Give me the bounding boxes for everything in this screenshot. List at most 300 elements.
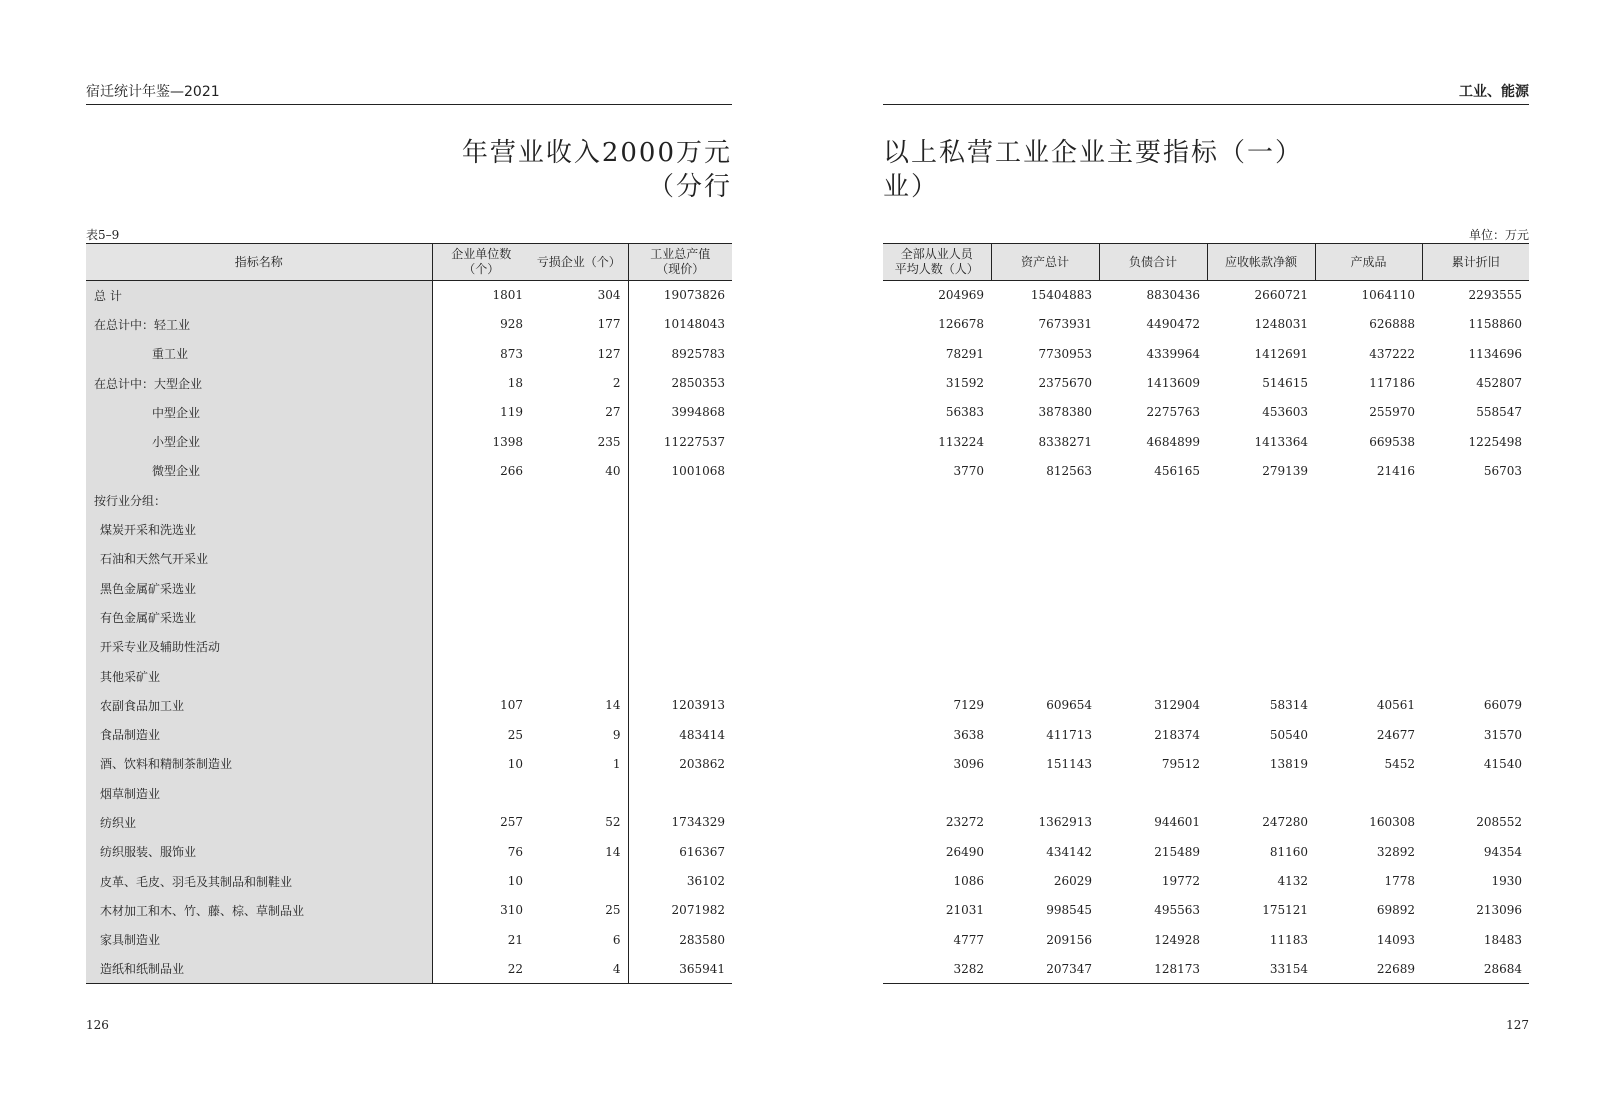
table-cell: 626888 (1369, 317, 1415, 332)
running-head-left: 宿迁统计年鉴—2021 (86, 84, 732, 105)
table-cell: 14 (605, 698, 621, 713)
table-cell (991, 603, 1099, 632)
header-line: 负债合计 (1128, 254, 1177, 269)
table-cell: 1225498 (1468, 434, 1522, 449)
title-line: 以上私营工业企业主要指标（一） (883, 138, 1304, 168)
table-cell: 1086 (953, 874, 984, 889)
table-cell (530, 515, 628, 544)
table-cell (1422, 515, 1529, 544)
table-cell (432, 661, 530, 690)
table-row (86, 310, 732, 339)
table-cell: 283580 (628, 925, 732, 954)
table-cell: 5452 (1384, 756, 1415, 771)
row-label: 其他采矿业 (86, 661, 432, 690)
table-cell: 7673931 (1038, 317, 1092, 332)
header-line: 工业总产值 (650, 247, 711, 261)
table-cell: 514615 (1262, 376, 1308, 391)
table-row (883, 398, 1529, 427)
table-cell (1207, 486, 1315, 515)
header-line: 指标名称 (234, 254, 283, 269)
row-label: 微型企业 (86, 456, 432, 485)
right-table (883, 243, 1529, 984)
column-header (432, 244, 530, 281)
table-cell: 32892 (1376, 844, 1415, 859)
table-cell (1099, 486, 1207, 515)
table-cell: 215489 (1154, 844, 1200, 859)
header-line: 企业单位数 (451, 247, 512, 261)
table-cell: 41540 (1483, 756, 1522, 771)
column-header (883, 244, 991, 281)
table-row (86, 896, 732, 925)
table-row (86, 398, 732, 427)
table-cell: 151143 (1046, 756, 1092, 771)
table-cell: 456165 (1154, 463, 1200, 478)
table-row (883, 925, 1529, 954)
row-label: 有色金属矿采选业 (86, 603, 432, 632)
table-cell: 616367 (628, 837, 732, 866)
table-cell: 18483 (1483, 932, 1522, 947)
table-cell: 873 (500, 346, 523, 361)
row-label: 纺织服装、服饰业 (86, 837, 432, 866)
table-row (86, 486, 732, 515)
table-cell: 2 (612, 376, 621, 391)
table-cell (1099, 603, 1207, 632)
column-header (1315, 244, 1422, 281)
table-cell: 50540 (1269, 727, 1308, 742)
table-cell: 119 (500, 405, 523, 420)
table-cell: 4777 (953, 932, 984, 947)
table-cell (1207, 661, 1315, 690)
table-cell (530, 486, 628, 515)
table-cell (1315, 573, 1422, 602)
row-label: 造纸和纸制品业 (86, 954, 432, 983)
table-cell: 78291 (945, 346, 984, 361)
table-cell: 2275763 (1146, 405, 1200, 420)
table-row (883, 954, 1529, 983)
table-cell (628, 661, 732, 690)
row-label: 农副食品加工业 (86, 691, 432, 720)
table-cell: 1203913 (628, 691, 732, 720)
table-cell (530, 573, 628, 602)
table-row (86, 691, 732, 720)
table-cell (530, 866, 628, 895)
column-header (1422, 244, 1529, 281)
row-label: 石油和天然气开采业 (86, 544, 432, 573)
table-cell: 126678 (938, 317, 984, 332)
table-cell (432, 486, 530, 515)
table-cell: 31592 (945, 376, 984, 391)
header-line: 应收帐款净额 (1224, 254, 1297, 269)
table-cell: 177 (597, 317, 621, 332)
table-cell: 279139 (1262, 463, 1308, 478)
table-cell: 7129 (953, 698, 984, 713)
table-cell (432, 515, 530, 544)
table-cell: 209156 (1046, 932, 1092, 947)
table-cell (1099, 544, 1207, 573)
table-row (883, 310, 1529, 339)
table-cell: 81160 (1269, 844, 1308, 859)
table-row (86, 456, 732, 485)
table-row (883, 661, 1529, 690)
table-row (86, 281, 732, 310)
table-cell: 2375670 (1038, 376, 1092, 391)
table-cell: 160308 (1369, 815, 1415, 830)
table-row (86, 866, 732, 895)
row-label: 酒、饮料和精制茶制造业 (86, 749, 432, 778)
header-line: 平均人数（人） (894, 262, 979, 276)
table-cell: 255970 (1369, 405, 1415, 420)
table-cell: 2071982 (628, 896, 732, 925)
table-row (883, 368, 1529, 397)
table-row (883, 515, 1529, 544)
table-cell (883, 544, 991, 573)
table-cell (1422, 486, 1529, 515)
table-cell: 4 (530, 954, 628, 983)
table-cell (883, 632, 991, 661)
table-row (86, 339, 732, 368)
table-cell: 21416 (1376, 463, 1415, 478)
table-cell: 175121 (1262, 903, 1308, 918)
table-cell: 4490472 (1146, 317, 1200, 332)
table-title-right (883, 136, 1303, 204)
table-cell: 7730953 (1038, 346, 1092, 361)
table-cell: 434142 (1046, 844, 1092, 859)
table-cell: 128173 (1099, 954, 1207, 983)
table-cell: 11227537 (628, 427, 732, 456)
table-cell: 1734329 (628, 808, 732, 837)
table-cell: 31570 (1483, 727, 1522, 742)
row-label: 烟草制造业 (86, 779, 432, 808)
table-cell (991, 573, 1099, 602)
table-cell: 94354 (1483, 844, 1522, 859)
table-cell: 3282 (883, 954, 991, 983)
table-cell: 10 (507, 874, 523, 889)
header-line: 全部从业人员 (900, 247, 973, 261)
table-cell (991, 486, 1099, 515)
row-label: 总 计 (86, 281, 432, 310)
unit-label: 单位：万元 (1468, 228, 1529, 242)
table-cell (883, 779, 991, 808)
table-row (86, 779, 732, 808)
table-cell: 1413609 (1146, 376, 1200, 391)
header-line: 累计折旧 (1451, 254, 1500, 269)
header-line: （个） (463, 262, 500, 276)
table-cell: 1398 (492, 434, 523, 449)
table-cell: 3994868 (628, 398, 732, 427)
column-header (86, 244, 432, 281)
table-cell (1099, 573, 1207, 602)
table-cell: 22 (432, 954, 530, 983)
table-cell (628, 632, 732, 661)
table-row (86, 573, 732, 602)
row-label: 小型企业 (86, 427, 432, 456)
table-cell: 235 (597, 434, 621, 449)
table-cell: 310 (500, 903, 523, 918)
row-label: 重工业 (86, 339, 432, 368)
table-cell (432, 544, 530, 573)
table-row (883, 632, 1529, 661)
table-row (86, 368, 732, 397)
table-row (86, 515, 732, 544)
table-cell: 3096 (953, 756, 984, 771)
table-row (86, 720, 732, 749)
row-label: 按行业分组： (86, 486, 432, 515)
title-line: 业） (883, 172, 940, 202)
table-cell (1207, 573, 1315, 602)
table-cell: 3638 (953, 727, 984, 742)
table-cell: 3878380 (1038, 405, 1092, 420)
table-row (86, 661, 732, 690)
table-cell: 1248031 (1254, 317, 1308, 332)
header-line: 产成品 (1350, 254, 1387, 269)
column-header (530, 244, 628, 281)
table-cell: 113224 (938, 434, 984, 449)
table-cell: 218374 (1154, 727, 1200, 742)
table-cell: 26029 (1053, 874, 1092, 889)
table-cell: 1 (612, 756, 621, 771)
table-cell: 21 (507, 932, 523, 947)
table-cell (991, 515, 1099, 544)
table-cell: 9 (612, 727, 621, 742)
table-row (883, 544, 1529, 573)
table-cell (1315, 632, 1422, 661)
table-cell (628, 603, 732, 632)
table-cell: 11183 (1269, 932, 1308, 947)
table-cell (530, 603, 628, 632)
table-cell (1315, 486, 1422, 515)
table-cell (628, 515, 732, 544)
page-number-right: 127 (1506, 1018, 1529, 1032)
table-row (86, 837, 732, 866)
table-cell: 40561 (1376, 698, 1415, 713)
table-row (86, 427, 732, 456)
table-cell: 117186 (1369, 376, 1415, 391)
left-table (86, 243, 732, 984)
table-cell: 14 (605, 844, 621, 859)
column-header (1099, 244, 1207, 281)
table-row (883, 808, 1529, 837)
table-cell: 25 (507, 727, 523, 742)
table-row (86, 544, 732, 573)
table-row (86, 632, 732, 661)
table-cell: 2850353 (628, 368, 732, 397)
table-cell: 3770 (953, 463, 984, 478)
table-cell: 58314 (1269, 698, 1308, 713)
table-cell: 495563 (1154, 903, 1200, 918)
table-row (883, 603, 1529, 632)
table-cell (1422, 544, 1529, 573)
table-cell: 56383 (945, 405, 984, 420)
table-cell (1315, 515, 1422, 544)
table-cell (530, 632, 628, 661)
table-cell: 365941 (628, 954, 732, 983)
table-cell: 1930 (1491, 874, 1522, 889)
table-cell: 23272 (945, 815, 984, 830)
table-cell: 453603 (1262, 405, 1308, 420)
table-cell: 928 (500, 317, 523, 332)
table-row (883, 749, 1529, 778)
table-cell: 25 (605, 903, 621, 918)
table-cell: 411713 (1046, 727, 1092, 742)
table-cell: 107 (500, 698, 523, 713)
table-row (86, 808, 732, 837)
table-cell: 15404883 (1030, 288, 1092, 303)
table-cell (991, 632, 1099, 661)
table-row (883, 456, 1529, 485)
table-cell: 1001068 (628, 456, 732, 485)
table-cell: 76 (507, 844, 523, 859)
running-head-right: 工业、能源 (883, 84, 1529, 105)
page-number-left: 126 (86, 1018, 109, 1032)
row-label: 木材加工和木、竹、藤、棕、草制品业 (86, 896, 432, 925)
table-cell (991, 661, 1099, 690)
table-cell: 56703 (1483, 463, 1522, 478)
column-header (991, 244, 1099, 281)
table-cell (1422, 779, 1529, 808)
row-label: 在总计中：大型企业 (86, 368, 432, 397)
table-row (86, 749, 732, 778)
row-label: 家具制造业 (86, 925, 432, 954)
table-cell: 4132 (1277, 874, 1308, 889)
table-cell (628, 779, 732, 808)
table-cell (991, 544, 1099, 573)
table-cell (1422, 573, 1529, 602)
table-cell: 669538 (1369, 434, 1415, 449)
table-cell (1315, 544, 1422, 573)
table-cell: 2293555 (1468, 288, 1522, 303)
table-row (86, 954, 732, 983)
table-cell: 27 (605, 405, 621, 420)
table-cell (1207, 632, 1315, 661)
table-cell: 207347 (991, 954, 1099, 983)
table-cell (1207, 603, 1315, 632)
table-cell (530, 779, 628, 808)
row-label: 纺织业 (86, 808, 432, 837)
table-cell: 1158860 (1468, 317, 1522, 332)
table-cell (1207, 544, 1315, 573)
table-cell: 609654 (1046, 698, 1092, 713)
table-cell: 1064110 (1361, 288, 1415, 303)
table-cell: 998545 (1046, 903, 1092, 918)
row-label: 开采专业及辅助性活动 (86, 632, 432, 661)
table-cell: 812563 (1046, 463, 1092, 478)
table-cell: 66079 (1483, 698, 1522, 713)
table-row (883, 720, 1529, 749)
table-cell: 483414 (628, 720, 732, 749)
table-cell: 18 (507, 376, 523, 391)
table-cell: 13819 (1269, 756, 1308, 771)
table-cell: 8830436 (1146, 288, 1200, 303)
table-cell: 1362913 (1038, 815, 1092, 830)
table-cell (432, 632, 530, 661)
row-label: 食品制造业 (86, 720, 432, 749)
table-cell: 944601 (1154, 815, 1200, 830)
table-cell: 21031 (945, 903, 984, 918)
table-cell (1422, 603, 1529, 632)
table-cell: 4339964 (1146, 346, 1200, 361)
table-cell: 10148043 (628, 310, 732, 339)
table-cell: 208552 (1476, 815, 1522, 830)
table-cell (883, 661, 991, 690)
title-line: （分行 (647, 172, 732, 202)
table-cell: 40 (605, 463, 621, 478)
table-cell: 312904 (1154, 698, 1200, 713)
table-cell: 213096 (1476, 903, 1522, 918)
table-cell (1422, 661, 1529, 690)
table-cell: 257 (500, 815, 523, 830)
column-header (628, 244, 732, 281)
row-label: 中型企业 (86, 398, 432, 427)
right-page (883, 0, 1529, 1099)
table-cell (1422, 632, 1529, 661)
table-cell: 8925783 (628, 339, 732, 368)
table-cell: 124928 (1154, 932, 1200, 947)
table-cell (1207, 515, 1315, 544)
table-cell: 1412691 (1254, 346, 1308, 361)
table-cell (883, 486, 991, 515)
column-header (1207, 244, 1315, 281)
table-cell (883, 603, 991, 632)
table-cell: 19772 (1161, 874, 1200, 889)
table-cell: 33154 (1207, 954, 1315, 983)
table-cell: 2660721 (1254, 288, 1308, 303)
table-row (883, 573, 1529, 602)
table-cell (432, 573, 530, 602)
table-number: 表5–9 (86, 228, 120, 242)
table-cell (883, 515, 991, 544)
table-cell: 10 (507, 756, 523, 771)
table-cell: 437222 (1369, 346, 1415, 361)
table-row (883, 779, 1529, 808)
table-cell: 247280 (1262, 815, 1308, 830)
table-cell: 69892 (1376, 903, 1415, 918)
table-row (883, 281, 1529, 310)
table-cell: 1778 (1384, 874, 1415, 889)
table-cell (883, 573, 991, 602)
table-cell (1099, 632, 1207, 661)
table-cell: 304 (597, 288, 621, 303)
table-row (883, 896, 1529, 925)
table-cell: 24677 (1376, 727, 1415, 742)
table-cell: 52 (605, 815, 621, 830)
table-row (883, 691, 1529, 720)
table-cell: 22689 (1315, 954, 1422, 983)
table-cell: 1134696 (1468, 346, 1522, 361)
table-cell: 452807 (1476, 376, 1522, 391)
table-row (883, 339, 1529, 368)
table-cell (432, 603, 530, 632)
table-row (86, 603, 732, 632)
table-cell: 19073826 (628, 281, 732, 310)
table-cell: 26490 (945, 844, 984, 859)
table-cell (628, 544, 732, 573)
table-cell: 204969 (938, 288, 984, 303)
table-cell (1315, 603, 1422, 632)
row-label: 在总计中：轻工业 (86, 310, 432, 339)
table-cell: 203862 (628, 749, 732, 778)
table-cell (991, 779, 1099, 808)
row-label: 黑色金属矿采选业 (86, 573, 432, 602)
table-row (86, 925, 732, 954)
table-cell: 1413364 (1254, 434, 1308, 449)
table-cell: 28684 (1422, 954, 1529, 983)
header-line: 资产总计 (1020, 254, 1069, 269)
table-cell (628, 573, 732, 602)
row-label: 煤炭开采和洗选业 (86, 515, 432, 544)
left-page (86, 0, 732, 1099)
table-cell: 14093 (1376, 932, 1415, 947)
table-cell (1099, 661, 1207, 690)
